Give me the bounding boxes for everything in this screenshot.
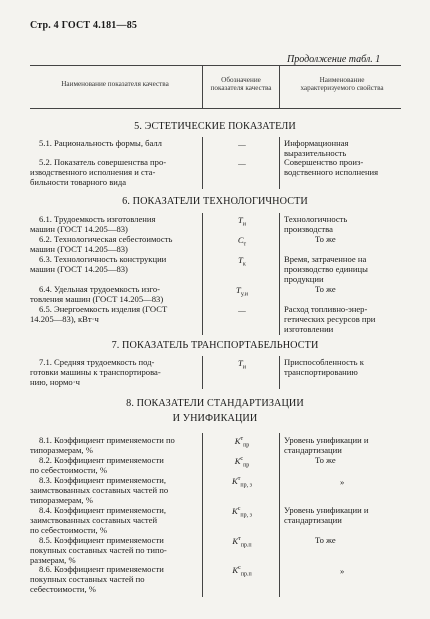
row-5-2-property-2: водственного исполнения [284,167,379,177]
row-7-1-text: 7.1. Средняя трудоемкость под- [39,357,155,367]
row-8-4-property-2: стандартизации [284,515,342,525]
row-7-1-property: Приспособленность к [284,357,364,367]
column-divider [202,213,203,335]
row-8-2-symbol: $К^с_{пр}$ [234,456,250,469]
column-divider [279,213,280,335]
row-8-2-text-2: по себестоимости, % [30,465,107,475]
row-8-1-property: Уровень унификации и [284,435,369,445]
column-divider [202,356,203,389]
row-6-5-text: 6.5. Энергоемкость изделия (ГОСТ [39,304,168,314]
row-6-2-text-2: машин (ГОСТ 14.205—83) [30,244,128,254]
section-title-8-line-2: И УНИФИКАЦИИ [172,413,258,424]
row-8-1-text-2: типоразмерам, % [30,445,93,455]
row-5-1-text: 5.1. Рациональность формы, балл [39,138,162,148]
row-6-3-symbol: $Т_к$ [238,255,246,268]
row-5-2-property: Совершенство произ- [284,157,364,167]
column-divider [202,137,203,189]
row-8-6-text: 8.6. Коэффициент применяемости [39,564,164,574]
row-8-5-text-3: размерам, % [30,555,76,565]
section-title-6: 6. ПОКАЗАТЕЛИ ТЕХНОЛОГИЧНОСТИ [122,196,308,207]
column-header-name: Наименование показателя качества [61,80,169,88]
row-8-3-text: 8.3. Коэффициент применяемости, [39,475,166,485]
row-7-1-symbol: $Т_и$ [238,358,246,371]
row-6-4-text-2: товления машин (ГОСТ 14.205—83) [30,294,164,304]
row-6-1-symbol: $Т_и$ [238,215,246,228]
table-top-border [30,65,401,66]
row-8-1-text: 8.1. Коэффициент применяемости по [39,435,175,445]
column-divider [279,356,280,389]
row-8-1-symbol: $К^т_{пр}$ [234,436,250,449]
row-7-1-text-3: нию, нормо·ч [30,377,80,387]
row-8-4-text-2: заимствованных составных частей [30,515,158,525]
row-8-5-property: То же [315,535,336,545]
row-8-2-text: 8.2. Коэффициент применяемости [39,455,164,465]
row-6-4-property: То же [315,284,336,294]
row-8-4-text-3: по себестоимости, % [30,525,107,535]
row-8-3-text-3: типоразмерам, % [30,495,93,505]
row-5-2-text-3: бильности товарного вида [30,177,127,187]
row-8-1-property-2: стандартизации [284,445,342,455]
row-8-6-property: » [340,566,345,576]
row-5-1-property-2: выразительность [284,148,347,158]
row-6-1-property: Технологичность [284,214,348,224]
row-6-5-property-2: гетических ресурсов при [284,314,376,324]
row-6-2-symbol: $С_т$ [237,235,247,248]
row-6-1-text: 6.1. Трудоемкость изготовления [39,214,156,224]
row-5-1-symbol: — [238,139,246,149]
column-divider [202,433,203,597]
column-header-symbol: Обозначение показателя качества [210,76,272,92]
row-8-3-symbol: $К^т_{пр, з}$ [232,476,252,489]
row-6-3-text-2: машин (ГОСТ 14.205—83) [30,264,128,274]
row-8-5-symbol: $К^т_{пр.п}$ [232,536,252,549]
row-8-3-text-2: заимствованных составных частей по [30,485,169,495]
section-title-7: 7. ПОКАЗАТЕЛЬ ТРАНСПОРТАБЕЛЬНОСТИ [111,340,319,351]
row-6-3-property-3: продукции [284,274,324,284]
row-6-2-property: То же [315,234,336,244]
row-8-5-text-2: покупных составных частей по типо- [30,545,167,555]
row-8-6-text-3: себестоимости, % [30,584,96,594]
row-8-4-property: Уровень унификации и [284,505,369,515]
row-8-4-symbol: $К^с_{пр, з}$ [232,506,252,519]
row-6-5-symbol: — [238,305,246,315]
section-title-5: 5. ЭСТЕТИЧЕСКИЕ ПОКАЗАТЕЛИ [134,121,296,132]
row-8-5-text: 8.5. Коэффициент применяемости [39,535,164,545]
row-8-6-text-2: покупных составных частей по [30,574,145,584]
head-divider-1 [202,65,203,108]
row-5-2-text-2: изводственного исполнения и ста- [30,167,156,177]
row-6-1-property-2: производства [284,224,333,234]
row-7-1-text-2: готовки машины к транспортирова- [30,367,161,377]
row-6-5-property: Расход топливно-энер- [284,304,368,314]
row-6-3-property: Время, затраченное на [284,254,367,264]
row-6-5-property-3: изготовлении [284,324,334,334]
row-8-6-symbol: $К^с_{пр.п}$ [232,565,252,578]
row-6-4-symbol: $Т_{у.и}$ [236,285,248,298]
row-6-3-text: 6.3. Технологичность конструкции [39,254,167,264]
row-6-1-text-2: машин (ГОСТ 14.205—83) [30,224,128,234]
row-7-1-property-2: транспортированию [284,367,358,377]
row-6-2-text: 6.2. Технологическая себестоимость [39,234,173,244]
column-divider [279,137,280,189]
column-divider [279,433,280,597]
section-title-8: 8. ПОКАЗАТЕЛИ СТАНДАРТИЗАЦИИ [126,398,304,409]
row-8-2-property: То же [315,455,336,465]
table-head-bottom-border [30,108,401,109]
row-5-2-text: 5.2. Показатель совершенства про- [39,157,167,167]
column-header-property: Наименование характеризуемого свойства [300,76,384,92]
row-6-3-property-2: производство единицы [284,264,368,274]
table-continuation-label: Продолжение табл. 1 [287,54,381,65]
row-6-5-text-2: 14.205—83), кВт·ч [30,314,99,324]
row-5-2-symbol: — [238,158,246,168]
row-8-3-property: » [340,477,345,487]
page-header: Стр. 4 ГОСТ 4.181—85 [30,20,138,31]
row-6-4-text: 6.4. Удельная трудоемкость изго- [39,284,161,294]
row-5-1-property: Информационная [284,138,349,148]
row-8-4-text: 8.4. Коэффициент применяемости, [39,505,166,515]
head-divider-2 [279,65,280,108]
